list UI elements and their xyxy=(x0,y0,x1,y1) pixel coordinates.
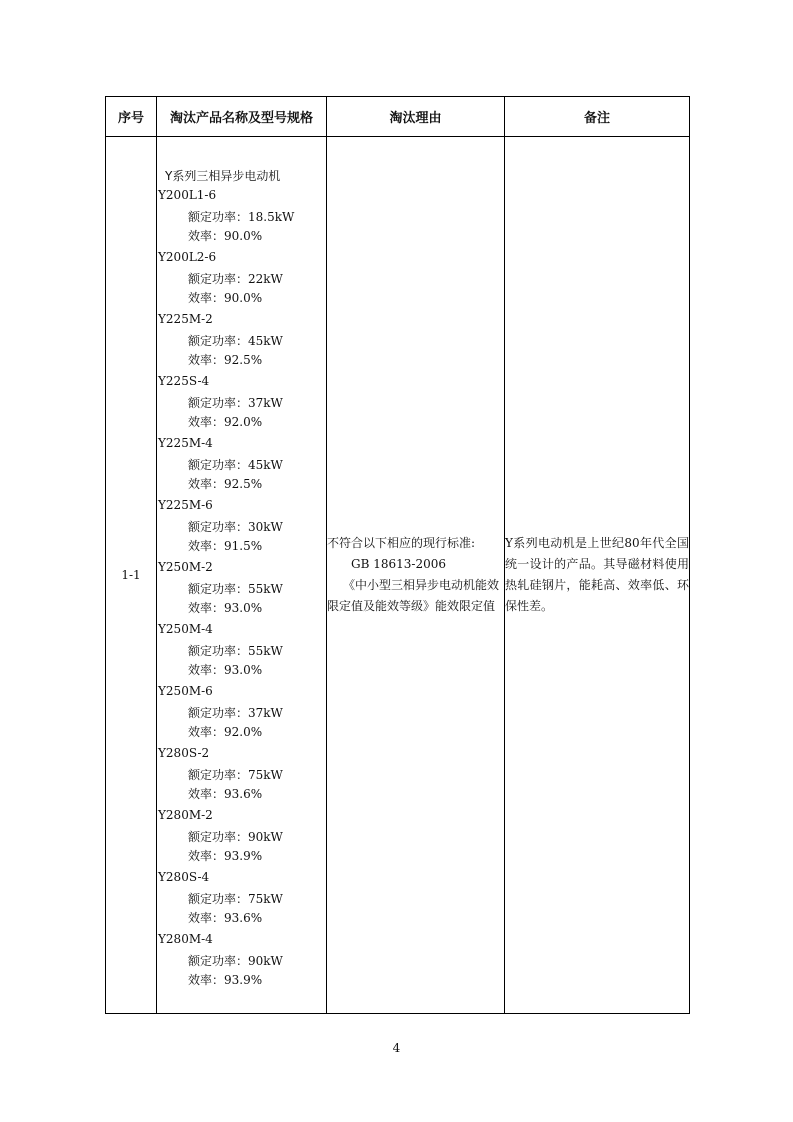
model-name: Y225M-6 xyxy=(158,498,213,512)
reason-line-4: 限定值及能效等级》能效限定值 xyxy=(327,599,496,613)
efficiency: 效率：93.9% xyxy=(188,973,263,987)
model-name: Y250M-2 xyxy=(158,560,213,574)
efficiency: 效率：93.6% xyxy=(188,787,263,801)
model-group xyxy=(158,372,326,432)
model-group xyxy=(158,868,326,928)
page-number: 4 xyxy=(392,1041,401,1055)
model-name: Y250M-6 xyxy=(158,684,213,698)
efficiency: 效率：93.0% xyxy=(188,601,263,615)
model-name: Y280S-4 xyxy=(158,870,210,884)
product-spec-cell xyxy=(157,137,327,1014)
model-group xyxy=(158,930,326,990)
reason-cell xyxy=(327,137,505,1014)
rated-power: 额定功率：45kW xyxy=(188,458,283,472)
header-note: 备注 xyxy=(505,97,690,137)
row-number: 1-1 xyxy=(106,137,157,1014)
efficiency: 效率：92.5% xyxy=(188,477,263,491)
model-group xyxy=(158,558,326,618)
header-reason: 淘汰理由 xyxy=(327,97,505,137)
efficiency: 效率：93.6% xyxy=(188,911,263,925)
model-group xyxy=(158,248,326,308)
rated-power: 额定功率：37kW xyxy=(188,396,283,410)
reason-standard-code: GB 18613-2006 xyxy=(351,557,446,571)
rated-power: 额定功率：45kW xyxy=(188,334,283,348)
product-title: Y系列三相异步电动机 xyxy=(165,169,281,183)
model-name: Y280M-4 xyxy=(158,932,213,946)
efficiency: 效率：90.0% xyxy=(188,229,263,243)
reason-line-1: 不符合以下相应的现行标准: xyxy=(327,536,476,550)
rated-power: 额定功率：90kW xyxy=(188,954,283,968)
model-name: Y225S-4 xyxy=(158,374,210,388)
rated-power: 额定功率：90kW xyxy=(188,830,283,844)
efficiency: 效率：92.5% xyxy=(188,353,263,367)
table-row xyxy=(106,137,690,1014)
model-name: Y200L1-6 xyxy=(158,188,217,202)
rated-power: 额定功率：55kW xyxy=(188,644,283,658)
model-name: Y225M-2 xyxy=(158,312,213,326)
model-group xyxy=(158,496,326,556)
efficiency: 效率：92.0% xyxy=(188,725,263,739)
model-group xyxy=(158,434,326,494)
model-name: Y225M-4 xyxy=(158,436,213,450)
rated-power: 额定功率：18.5kW xyxy=(188,210,295,224)
rated-power: 额定功率：75kW xyxy=(188,768,283,782)
table-header-row xyxy=(106,97,690,137)
header-number: 序号 xyxy=(106,97,157,137)
note-cell xyxy=(505,137,690,1014)
model-group xyxy=(158,682,326,742)
efficiency: 效率：91.5% xyxy=(188,539,263,553)
model-group xyxy=(158,744,326,804)
rated-power: 额定功率：37kW xyxy=(188,706,283,720)
efficiency: 效率：93.9% xyxy=(188,849,263,863)
rated-power: 额定功率：55kW xyxy=(188,582,283,596)
model-name: Y280M-2 xyxy=(158,808,213,822)
reason-line-3: 《中小型三相异步电动机能效 xyxy=(343,578,500,592)
rated-power: 额定功率：30kW xyxy=(188,520,283,534)
note-text: Y系列电动机是上世纪80年代全国统一设计的产品。其导磁材料使用热轧硅钢片，能耗高、效率低、环保性差。 xyxy=(505,536,689,613)
model-group xyxy=(158,806,326,866)
model-name: Y280S-2 xyxy=(158,746,210,760)
model-name: Y250M-4 xyxy=(158,622,213,636)
header-product-spec: 淘汰产品名称及型号规格 xyxy=(157,97,327,137)
efficiency: 效率：92.0% xyxy=(188,415,263,429)
model-group xyxy=(158,620,326,680)
rated-power: 额定功率：75kW xyxy=(188,892,283,906)
rated-power: 额定功率：22kW xyxy=(188,272,283,286)
model-list xyxy=(158,186,326,990)
obsolete-products-table xyxy=(105,96,690,1014)
efficiency: 效率：90.0% xyxy=(188,291,263,305)
efficiency: 效率：93.0% xyxy=(188,663,263,677)
model-name: Y200L2-6 xyxy=(158,250,217,264)
model-group xyxy=(158,186,326,246)
model-group xyxy=(158,310,326,370)
